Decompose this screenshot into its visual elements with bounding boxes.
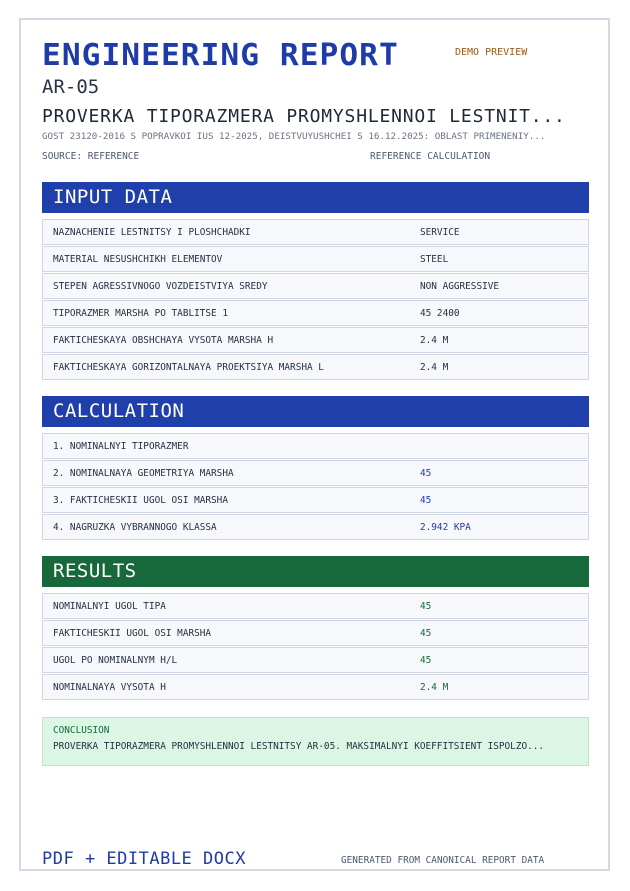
- report-code: AR-05: [42, 76, 100, 98]
- table-row: [42, 647, 589, 673]
- report-subtitle: PROVERKA TIPORAZMERA PROMYSHLENNOI LESTNIT...: [42, 106, 566, 127]
- row-label: NAZNACHENIE LESTNITSY I PLOSHCHADKI: [53, 227, 251, 238]
- row-value: STEEL: [420, 254, 449, 265]
- row-value: 2.4 M: [420, 362, 449, 373]
- row-value: 45: [420, 495, 432, 506]
- calculation-type: REFERENCE CALCULATION: [370, 151, 491, 162]
- row-value: 45: [420, 655, 432, 666]
- demo-badge: DEMO PREVIEW: [455, 47, 528, 58]
- row-label: MATERIAL NESUSHCHIKH ELEMENTOV: [53, 254, 223, 265]
- source-label: SOURCE: REFERENCE: [42, 151, 140, 162]
- row-value: 45: [420, 601, 432, 612]
- table-row: [42, 593, 589, 619]
- row-label: NOMINALNYI UGOL TIPA: [53, 601, 166, 612]
- table-row: [42, 433, 589, 459]
- conclusion-text: PROVERKA TIPORAZMERA PROMYSHLENNOI LESTNITSY AR-05. MAKSIMALNYI KOEFFITSIENT ISPOLZO...: [53, 741, 545, 752]
- row-label: FAKTICHESKAYA OBSHCHAYA VYSOTA MARSHA H: [53, 335, 274, 346]
- row-label: 4. NAGRUZKA VYBRANNOGO KLASSA: [53, 522, 217, 533]
- row-label: TIPORAZMER MARSHA PO TABLITSE 1: [53, 308, 228, 319]
- report-page: [19, 18, 610, 871]
- table-row: [42, 674, 589, 700]
- calculation-heading: CALCULATION: [42, 396, 589, 427]
- export-formats: PDF + EDITABLE DOCX: [42, 849, 246, 869]
- input-data-heading: INPUT DATA: [42, 182, 589, 213]
- results-heading: RESULTS: [42, 556, 589, 587]
- footer-note: GENERATED FROM CANONICAL REPORT DATA: [341, 855, 545, 866]
- table-row: [42, 327, 589, 353]
- table-row: [42, 300, 589, 326]
- row-label: FAKTICHESKII UGOL OSI MARSHA: [53, 628, 212, 639]
- report-title: ENGINEERING REPORT: [42, 38, 399, 73]
- row-label: 1. NOMINALNYI TIPORAZMER: [53, 441, 189, 452]
- results-table: [42, 593, 589, 700]
- conclusion-box: [42, 717, 589, 766]
- calculation-table: [42, 433, 589, 540]
- row-value: SERVICE: [420, 227, 460, 238]
- row-value: 45 2400: [420, 308, 460, 319]
- row-value: 2.4 M: [420, 335, 449, 346]
- table-row: [42, 219, 589, 245]
- input-data-table: [42, 219, 589, 380]
- table-row: [42, 620, 589, 646]
- table-row: [42, 460, 589, 486]
- row-value: 45: [420, 628, 432, 639]
- row-value: 45: [420, 468, 432, 479]
- row-label: 2. NOMINALNAYA GEOMETRIYA MARSHA: [53, 468, 234, 479]
- row-label: FAKTICHESKAYA GORIZONTALNAYA PROEKTSIYA MARSHA L: [53, 362, 324, 373]
- row-label: 3. FAKTICHESKII UGOL OSI MARSHA: [53, 495, 228, 506]
- row-label: NOMINALNAYA VYSOTA H: [53, 682, 166, 693]
- row-value: 2.942 KPA: [420, 522, 471, 533]
- row-value: 2.4 M: [420, 682, 449, 693]
- table-row: [42, 354, 589, 380]
- row-value: NON AGGRESSIVE: [420, 281, 500, 292]
- table-row: [42, 273, 589, 299]
- table-row: [42, 487, 589, 513]
- table-row: [42, 246, 589, 272]
- standard-reference: GOST 23120-2016 S POPRAVKOI IUS 12-2025, DEISTVUYUSHCHEI S 16.12.2025: OBLAST PRIMENENIY...: [42, 131, 546, 142]
- table-row: [42, 514, 589, 540]
- row-label: UGOL PO NOMINALNYM H/L: [53, 655, 178, 666]
- conclusion-label: CONCLUSION: [53, 725, 110, 736]
- row-label: STEPEN AGRESSIVNOGO VOZDEISTVIYA SREDY: [53, 281, 268, 292]
